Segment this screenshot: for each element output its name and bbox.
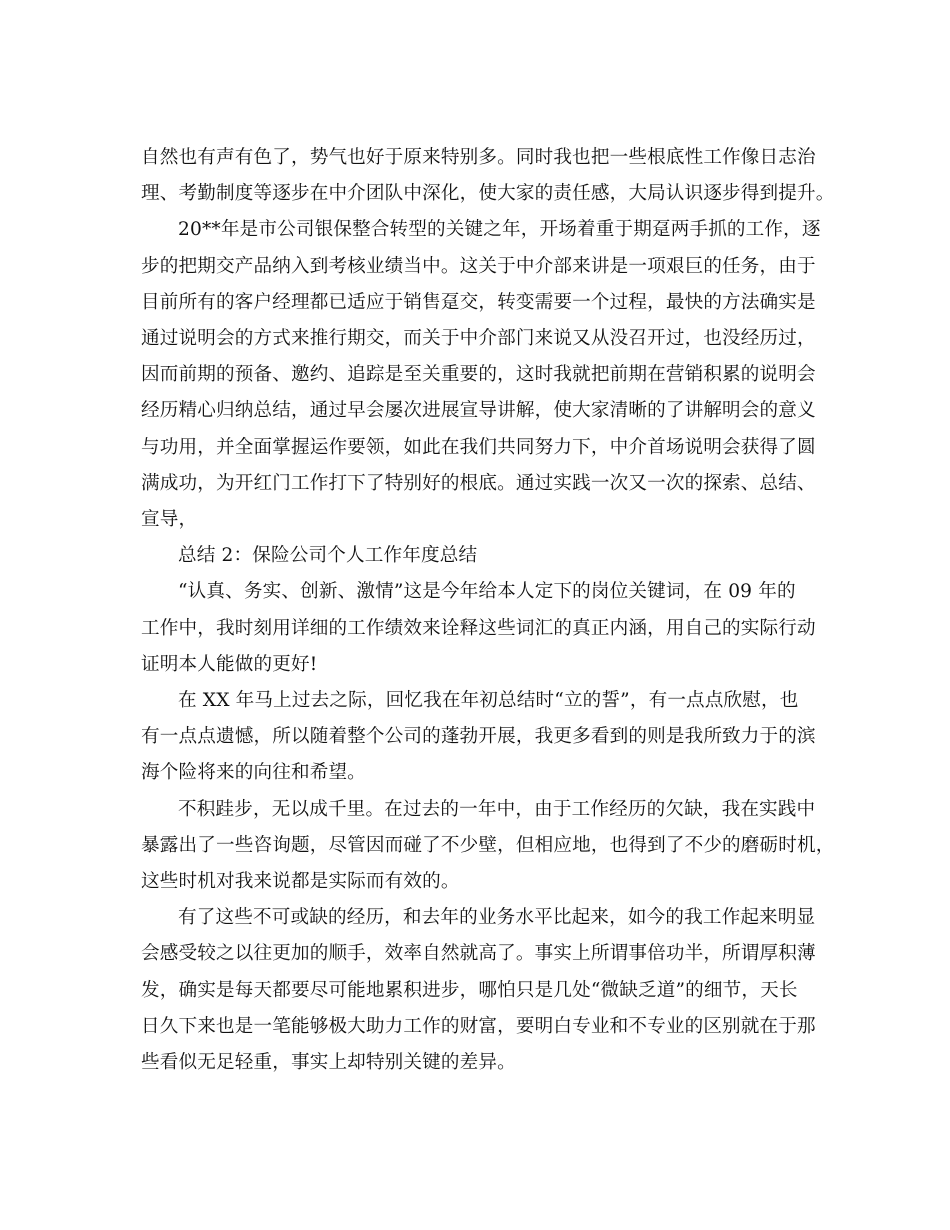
text-line: 发，确实是每天都要尽可能地累积进步，哪怕只是几处“微缺乏道”的细节，天长	[141, 979, 798, 1001]
paragraph-4	[141, 683, 825, 792]
section-heading	[141, 538, 825, 574]
text-line: 有了这些不可或缺的经历，和去年的业务水平比起来，如今的我工作起来明显	[178, 907, 816, 929]
paragraph-2	[141, 212, 825, 538]
text-line: 步的把期交产品纳入到考核业绩当中。这关于中介部来讲是一项艰巨的任务，由于	[141, 255, 816, 277]
text-line: 自然也有声有色了，势气也好于原来特别多。同时我也把一些根底性工作像日志治	[141, 147, 816, 168]
text-line: 这些时机对我来说都是实际而有效的。	[141, 871, 460, 893]
text-line: 总结 2：保险公司个人工作年度总结	[178, 545, 478, 567]
text-line: 与功用，并全面掌握运作要领，如此在我们共同努力下，中介首场说明会获得了圆	[141, 436, 816, 458]
text-line: 工作中，我时刻用详细的工作绩效来诠释这些词汇的真正内涵，用自己的实际行动	[141, 617, 816, 639]
paragraph-1	[141, 140, 835, 212]
paragraph-5	[141, 792, 835, 901]
text-line: 有一点点遗憾，所以随着整个公司的蓬勃开展，我更多看到的则是我所致力于的滨	[141, 726, 816, 748]
text-line: 暴露出了一些咨询题，尽管因而碰了不少壁，但相应地，也得到了不少的磨砺时机，	[141, 834, 835, 856]
text-line: 因而前期的预备、邀约、追踪是至关重要的，这时我就把前期在营销积累的说明会	[141, 364, 816, 386]
text-line: “认真、务实、创新、激情”这是今年给本人定下的岗位关键词，在 09 年的	[178, 581, 796, 603]
text-line: 不积跬步，无以成千里。在过去的一年中，由于工作经历的欠缺，我在实践中	[178, 798, 816, 820]
text-line: 通过说明会的方式来推行期交，而关于中介部门来说又从没召开过，也没经历过，	[141, 328, 816, 350]
text-line: 日久下来也是一笔能够极大助力工作的财富，要明白专业和不专业的区别就在于那	[141, 1015, 816, 1037]
text-line: 经历精心归纳总结，通过早会屡次进展宣导讲解，使大家清晰的了讲解明会的意义	[141, 400, 816, 422]
text-line: 在 XX 年马上过去之际，回忆我在年初总结时“立的誓”，有一点点欣慰，也	[178, 690, 799, 712]
paragraph-6	[141, 900, 825, 1081]
text-line: 20**年是市公司银保整合转型的关键之年，开场着重于期趸两手抓的工作，逐	[178, 219, 821, 241]
text-line: 会感受较之以往更加的顺手，效率自然就高了。事实上所谓事倍功半，所谓厚积薄	[141, 943, 816, 965]
document-page	[141, 140, 835, 1081]
text-line: 宣导，	[141, 509, 198, 531]
text-line: 海个险将来的向往和希望。	[141, 762, 366, 784]
text-line: 目前所有的客户经理都已适应于销售趸交，转变需要一个过程，最快的方法确实是	[141, 291, 816, 313]
text-line: 些看似无足轻重，事实上却特别关键的差异。	[141, 1052, 516, 1074]
text-line: 理、考勤制度等逐步在中介团队中深化，使大家的责任感，大局认识逐步得到提升。	[141, 183, 835, 205]
paragraph-3	[141, 574, 825, 683]
text-line: 证明本人能做的更好!	[141, 653, 318, 675]
text-line: 满成功，为开红门工作打下了特别好的根底。通过实践一次又一次的探索、总结、	[141, 472, 816, 494]
